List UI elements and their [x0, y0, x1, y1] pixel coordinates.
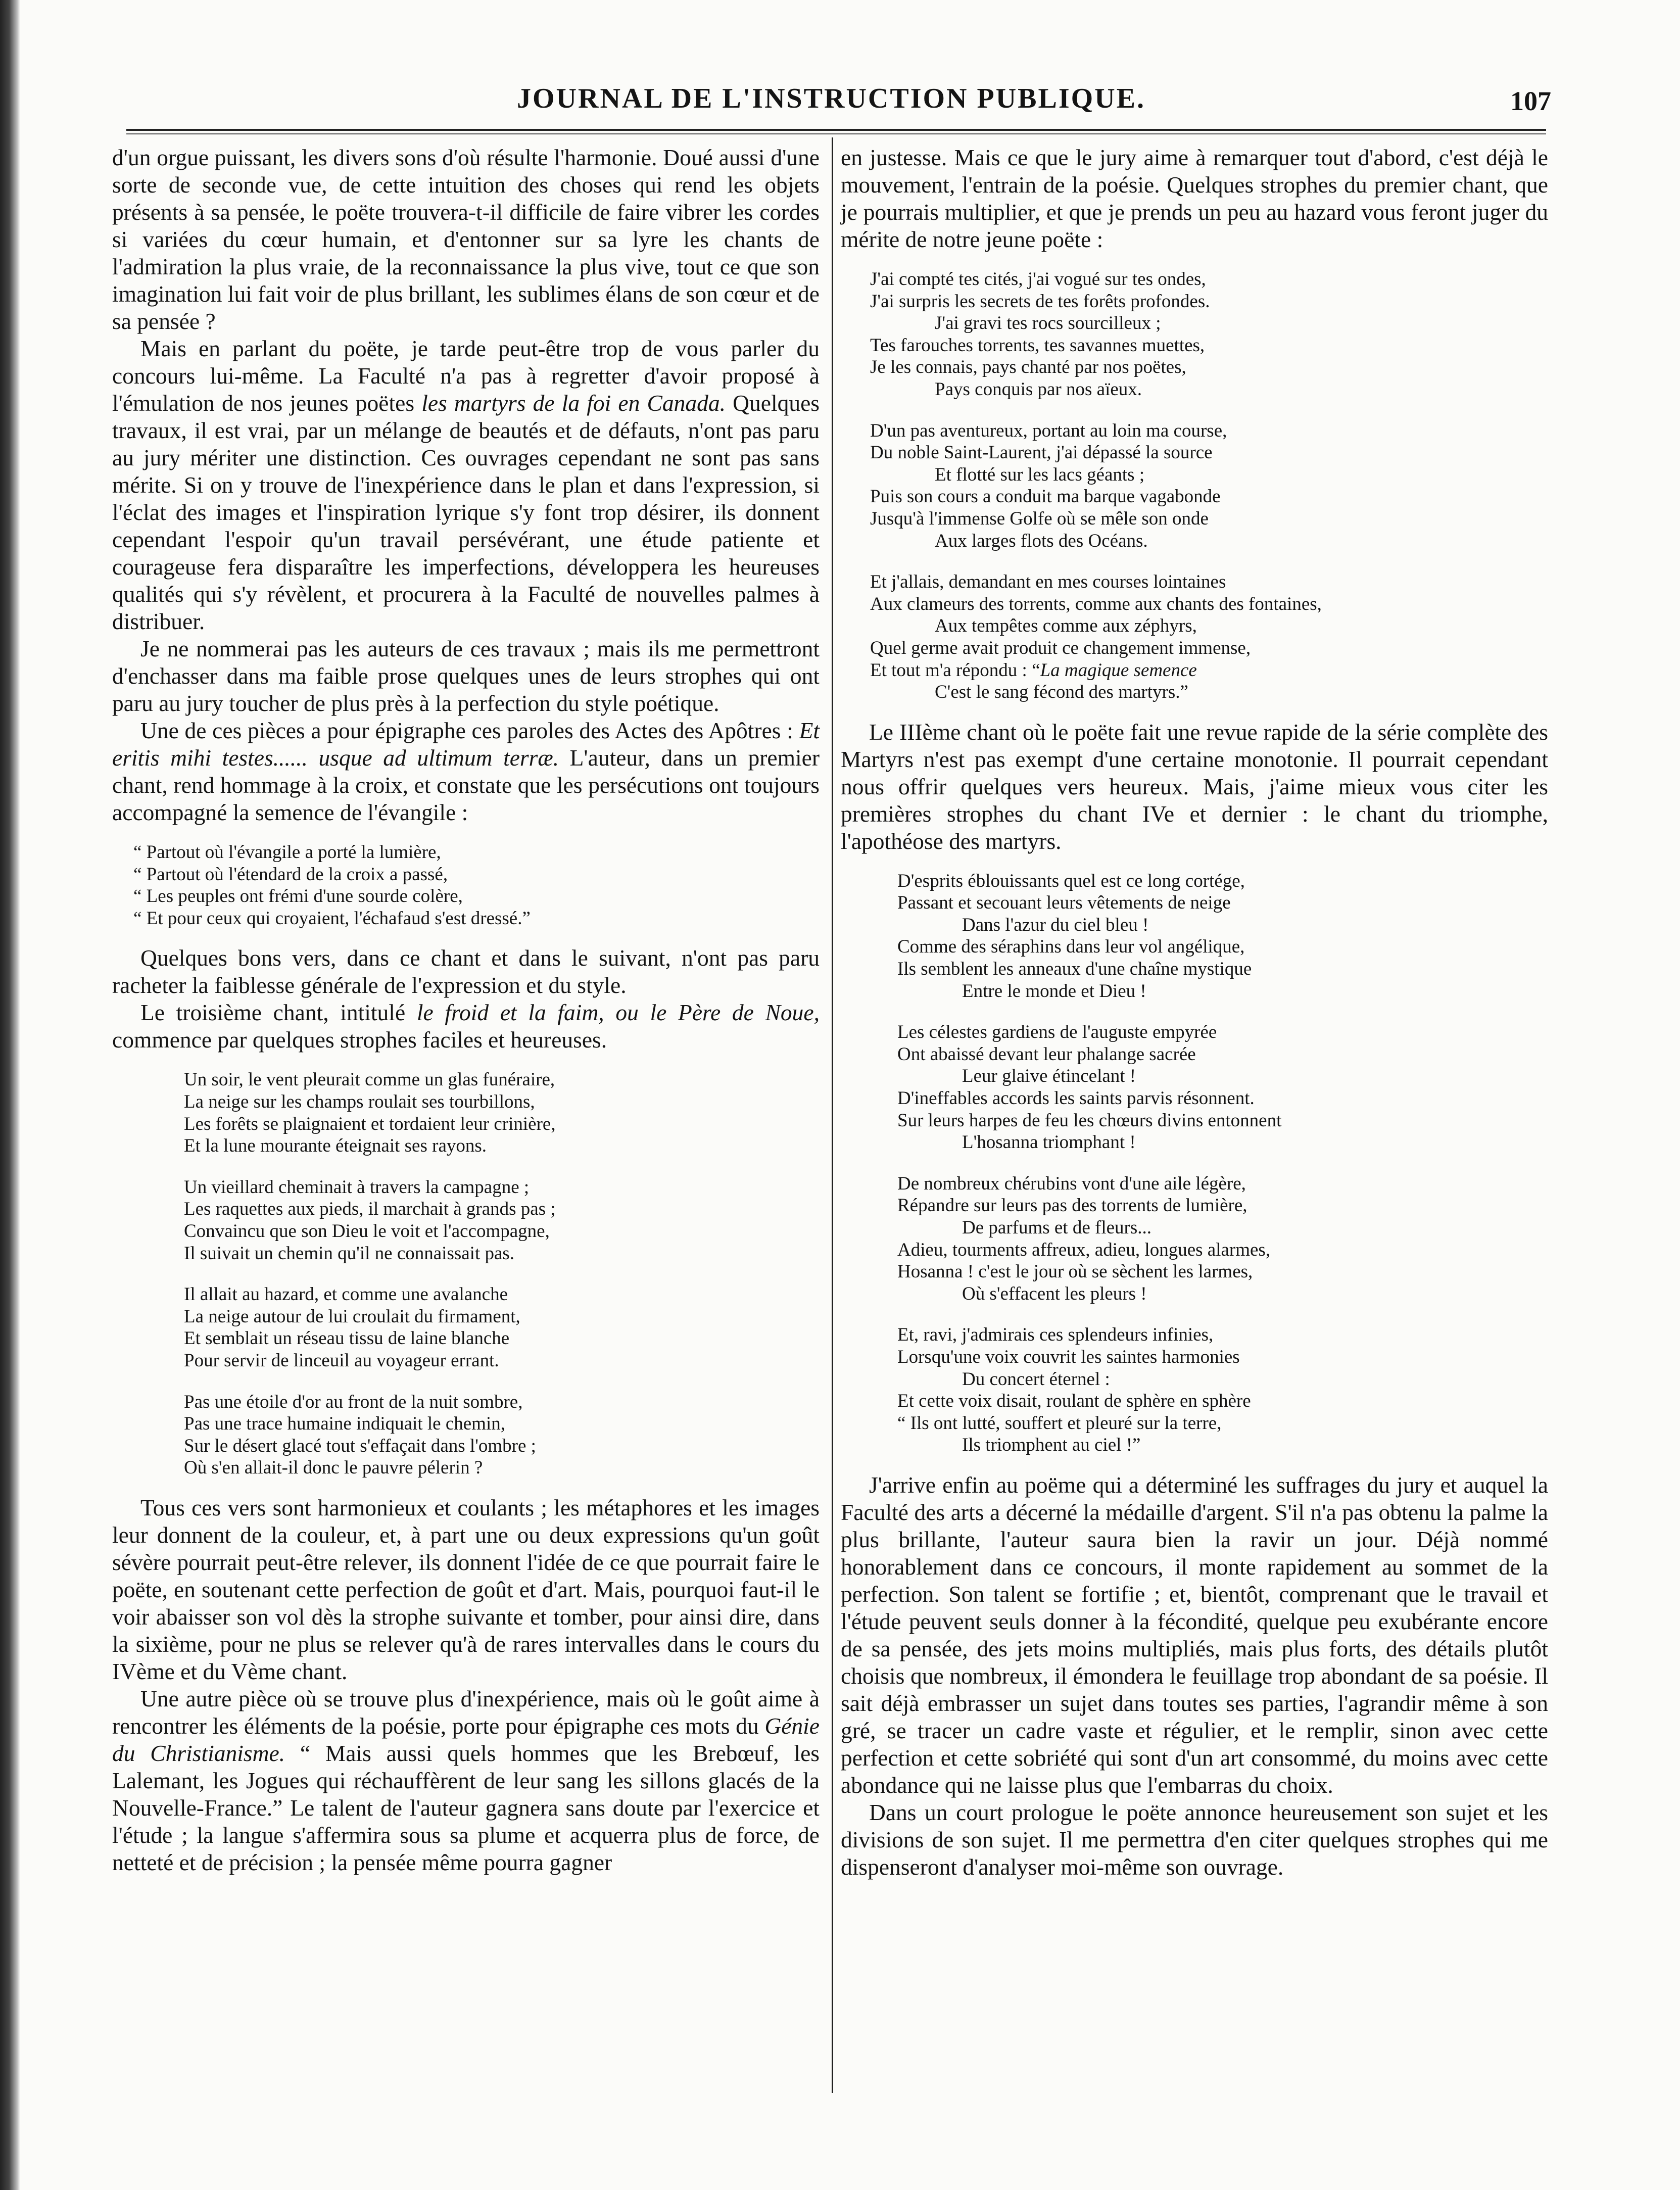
verse-line: Pas une trace humaine indiquait le chemin, [184, 1413, 505, 1435]
verse-line: Aux larges flots des Océans. [935, 530, 1148, 551]
verse-line: Les raquettes aux pieds, il marchait à grands pas ; [184, 1199, 556, 1220]
paragraph: Tous ces vers sont harmonieux et coulants ; les métaphores et les images leur donnent de la couleur, et, à part une ou deux expressions qu'un goût sévère pourrait peut-être relever, ils donnent l'idée de ce que pourrait faire le poëte, en soutenant cette perfection de goût et d'art. Mais, pourquoi faut-il le voir abaisser son vol dès la strophe suivante et tomber, pour ainsi dire, dans la sixième, pour ne plus se relever qu'à de rares intervalles dans le cours du IVème et du Vème chant. [112, 1494, 820, 1684]
left-column [112, 144, 820, 1876]
stanza [897, 870, 1548, 1003]
verse-line: L'hosanna triomphant ! [962, 1132, 1136, 1153]
stanza [184, 1176, 820, 1264]
verse-line: Un vieillard cheminait à travers la campagne ; [184, 1176, 530, 1198]
text-run: Mais en parlant du poëte, je tarde peut-être trop de vous parler du concours lui-même. La Faculté n'a pas à regretter d'avoir proposé à l'émulation de nos jeunes poëtes [112, 336, 820, 416]
verse-line: Et flotté sur les lacs géants ; [935, 464, 1145, 485]
page-number: 107 [1510, 86, 1551, 116]
verse-line: J'ai compté tes cités, j'ai vogué sur tes ondes, [870, 269, 1206, 290]
verse-line: Ils triomphent au ciel !” [962, 1435, 1141, 1456]
binding-edge [0, 0, 20, 2190]
verse-line: Jusqu'à l'immense Golfe où se mêle son onde [870, 508, 1209, 529]
verse-line: Aux clameurs des torrents, comme aux chants des fontaines, [870, 593, 1322, 614]
verse-line: Où s'en allait-il donc le pauvre pélerin ? [184, 1457, 483, 1479]
verse-line: Pour servir de linceuil au voyageur errant. [184, 1350, 499, 1371]
verse-line: Convaincu que son Dieu le voit et l'accompagne, [184, 1220, 550, 1242]
verse-line: J'ai surpris les secrets de tes forêts profondes. [870, 291, 1210, 312]
italic-title: les martyrs de la foi en Canada. [421, 390, 726, 416]
paragraph: en justesse. Mais ce que le jury aime à remarquer tout d'abord, c'est déjà le mouvement, l'entrain de la poésie. Quelques strophes du premier chant, que je pourrais multiplier, et que je prends un peu au hazard vous feront juger du mérite de notre jeune poëte : [841, 145, 1548, 252]
poem-block [897, 870, 1548, 1456]
verse-line: D'ineffables accords les saints parvis résonnent. [897, 1088, 1255, 1109]
verse-line: Aux tempêtes comme aux zéphyrs, [935, 615, 1197, 637]
verse-line: Et j'allais, demandant en mes courses lointaines [870, 572, 1226, 593]
verse-line: “ Ils ont lutté, souffert et pleuré sur la terre, [897, 1412, 1222, 1434]
verse-line: Passant et secouant leurs vêtements de neige [897, 892, 1231, 914]
poem-block [184, 1069, 820, 1479]
stanza [133, 841, 820, 929]
verse-line: Dans l'azur du ciel bleu ! [962, 914, 1149, 935]
verse-line: De parfums et de fleurs... [962, 1217, 1152, 1238]
stanza [184, 1283, 820, 1371]
verse-line: Et cette voix disait, roulant de sphère en sphère [897, 1391, 1251, 1412]
text-run: Une de ces pièces a pour épigraphe ces paroles des Actes des Apôtres : [140, 718, 799, 743]
verse-line: Je les connais, pays chanté par nos poëtes, [870, 357, 1186, 378]
header-rule-thin [126, 133, 1546, 134]
stanza [897, 1324, 1548, 1456]
verse-line: D'esprits éblouissants quel est ce long cortége, [897, 870, 1245, 891]
verse-line: Où s'effacent les pleurs ! [962, 1283, 1147, 1304]
verse-line: Lorsqu'une voix couvrit les saintes harmonies [897, 1346, 1240, 1367]
verse-line: Et la lune mourante éteignait ses rayons. [184, 1135, 487, 1157]
verse-line: Répandre sur leurs pas des torrents de lumière, [897, 1195, 1247, 1216]
verse-line: Quel germe avait produit ce changement immense, [870, 637, 1251, 658]
verse-line: D'un pas aventureux, portant au loin ma course, [870, 420, 1227, 441]
quotation-block [133, 841, 820, 929]
paragraph: Quelques bons vers, dans ce chant et dans le suivant, n'ont pas paru racheter la faiblesse générale de l'expression et du style. [112, 945, 820, 998]
verse-line: Comme des séraphins dans leur vol angélique, [897, 936, 1245, 958]
verse-line: Les célestes gardiens de l'auguste empyrée [897, 1022, 1217, 1043]
stanza [870, 571, 1548, 703]
verse-line: “ Partout où l'étendard de la croix a passé, [133, 864, 448, 885]
verse-line: Il suivait un chemin qu'il ne connaissait pas. [184, 1243, 515, 1264]
text-run: Le troisième chant, intitulé [140, 999, 417, 1026]
page-header [116, 78, 1551, 129]
header-rule [126, 129, 1546, 131]
paragraph: Dans un court prologue le poëte annonce heureusement son sujet et les divisions de son sujet. Il me permettra d'en citer quelques strophes qui me dispenseront d'analyser moi-même son ouvrage. [841, 1799, 1548, 1880]
verse-line: Du concert éternel : [962, 1368, 1110, 1390]
verse-line: Un soir, le vent pleurait comme un glas funéraire, [184, 1069, 555, 1090]
verse-line: J'ai gravi tes rocs sourcilleux ; [935, 313, 1161, 334]
verse-line: La neige autour de lui croulait du firmament, [184, 1306, 520, 1327]
stanza [184, 1391, 820, 1479]
paragraph: d'un orgue puissant, les divers sons d'où résulte l'harmonie. Doué aussi d'une sorte de seconde vue, de cette intuition des choses qui rend les objets présents à sa pensée, le poëte trouvera-t-il difficile de faire vibrer les cordes si variées du cœur humain, et d'entonner sur sa lyre les chants de l'admiration la plus vraie, de la reconnaissance la plus vive, tout ce que son imagination lui fait voir de plus brillant, les sublimes élans de son cœur et de sa pensée ? [112, 145, 820, 334]
verse-line: Adieu, tourments affreux, adieu, longues alarmes, [897, 1239, 1271, 1260]
stanza [897, 1173, 1548, 1305]
verse-line: Leur glaive étincelant ! [962, 1066, 1136, 1087]
text-run: “ Mais aussi quels hommes que les Brebœuf, les Lalemant, les Jogues qui réchauffèrent de leur sang les sillons glacés de la Nouvelle-France.” Le talent de l'auteur gagnera sans doute par l'exercice et l'étude ; la langue s'affermira sous sa plume et acquerra plus de force, de netteté et de précision ; la pensée même pourra gagner [112, 1740, 820, 1875]
paragraph [112, 1685, 820, 1876]
verse-line [870, 659, 1548, 682]
verse-line: Entre le monde et Dieu ! [962, 980, 1146, 1002]
italic-phrase: La magique semence [1040, 659, 1197, 681]
paragraph: Je ne nommerai pas les auteurs de ces travaux ; mais ils me permettront d'enchasser dans ma faible prose quelques unes de leurs strophes qui ont paru au jury toucher de plus près à la perfection du style poétique. [112, 636, 820, 716]
verse-line: Pas une étoile d'or au front de la nuit sombre, [184, 1391, 523, 1412]
verse-line: Sur leurs harpes de feu les chœurs divins entonnent [897, 1110, 1282, 1131]
stanza [184, 1069, 820, 1157]
verse-line: “ Les peuples ont frémi d'une sourde colère, [133, 886, 463, 907]
stanza [870, 420, 1548, 552]
verse-line: Du noble Saint-Laurent, j'ai dépassé la source [870, 442, 1213, 463]
verse-line: Sur le désert glacé tout s'effaçait dans l'ombre ; [184, 1435, 536, 1456]
verse-line: Les forêts se plaignaient et tordaient leur crinière, [184, 1113, 556, 1134]
italic-title: Génie du Christianisme. [112, 1712, 820, 1766]
verse-line: De nombreux chérubins vont d'une aile légère, [897, 1173, 1246, 1194]
verse-line: Pays conquis par nos aïeux. [935, 378, 1142, 400]
verse-line: C'est le sang fécond des martyrs.” [935, 682, 1188, 703]
verse-line: Ils semblent les anneaux d'une chaîne mystique [897, 959, 1252, 980]
journal-title: JOURNAL DE L'INSTRUCTION PUBLIQUE. [517, 83, 1145, 114]
poem-block [870, 268, 1548, 703]
verse-line: Puis son cours a conduit ma barque vagabonde [870, 486, 1221, 507]
verse-line: Et semblait un réseau tissu de laine blanche [184, 1328, 510, 1349]
italic-title: le froid et la faim, ou le Père de Noue, [416, 999, 820, 1026]
text-run: Une autre pièce où se trouve plus d'inexpérience, mais où le goût aime à rencontrer les éléments de la poésie, porte pour épigraphe ces mots du [112, 1685, 820, 1739]
italic-epigraph: Et eritis mihi testes...... usque ad ultimum terræ. [112, 718, 820, 771]
paragraph [112, 999, 820, 1054]
right-column [841, 144, 1548, 1881]
verse-line: Tes farouches torrents, tes savannes muettes, [870, 335, 1205, 356]
verse-line: Ont abaissé devant leur phalange sacrée [897, 1043, 1196, 1065]
verse-line: Et, ravi, j'admirais ces splendeurs infinies, [897, 1324, 1214, 1346]
text-run: commence par quelques strophes faciles et heureuses. [112, 1027, 607, 1053]
verse-line: “ Partout où l'évangile a porté la lumière, [133, 842, 441, 863]
verse-line: Il allait au hazard, et comme une avalanche [184, 1284, 508, 1305]
verse-line: La neige sur les champs roulait ses tourbillons, [184, 1091, 535, 1112]
paragraph: Le IIIème chant où le poëte fait une revue rapide de la série complète des Martyrs n'est pas exempt d'une certaine monotonie. Il pourrait cependant nous offrir quelques vers heureux. Mais, j'aime mieux vous citer les premières strophes du chant IVe et dernier : le chant du triomphe, l'apothéose des martyrs. [841, 719, 1548, 854]
paragraph: J'arrive enfin au poëme qui a déterminé les suffrages du jury et auquel la Faculté des arts a décerné la médaille d'argent. S'il n'a pas obtenu la palme la plus brillante, l'auteur saura bien la ravir un jour. Déjà nommé honorablement dans ce concours, il monte rapidement au sommet de la perfection. Son talent se fortifie ; et, bientôt, comprenant que le travail et l'étude peuvent seuls donner à la fécondité, quelque peu exubérante encore de sa pensée, des jets moins multipliés, mais plus forts, des détails plutôt choisis que nombreux, il émondera le feuillage trop abondant de sa poésie. Il sait déjà embrasser un sujet dans toutes ses parties, l'agrandir même à son gré, se tracer un cadre vaste et régulier, et le remplir, sinon avec cette perfection et cette sobriété qui sont d'un art consommé, du moins avec cette abondance qui ne laisse plus que l'embarras du choix. [841, 1471, 1548, 1798]
text-run: Quelques travaux, il est vrai, par un mélange de beautés et de défauts, n'ont pas paru au jury mériter une distinction. Ces ouvrages cependant ne sont pas sans mérite. Si on y trouve de l'inexpérience dans le plan et dans l'expression, si l'éclat des images et l'inspiration lyrique s'y font trop désirer, ils donnent cependant l'espoir qu'un travail persévérant, une étude patiente et courageuse fera disparaître les imperfections, développera les heureuses qualités qui s'y révèlent, et procurera à la Faculté de nouvelles palmes à distribuer. [112, 390, 820, 634]
verse-line: “ Et pour ceux qui croyaient, l'échafaud s'est dressé.” [133, 908, 531, 929]
verse-line: Hosanna ! c'est le jour où se sèchent les larmes, [897, 1261, 1253, 1282]
paragraph [112, 717, 820, 826]
stanza [870, 268, 1548, 401]
text-run: Et tout m'a répondu : “ [870, 659, 1040, 681]
column-divider [832, 137, 833, 2093]
stanza [897, 1021, 1548, 1154]
text-run: L'auteur, dans un premier chant, rend hommage à la croix, et constate que les persécutions ont toujours accompagné la semence de l'évangile : [112, 745, 820, 825]
paragraph [112, 335, 820, 635]
